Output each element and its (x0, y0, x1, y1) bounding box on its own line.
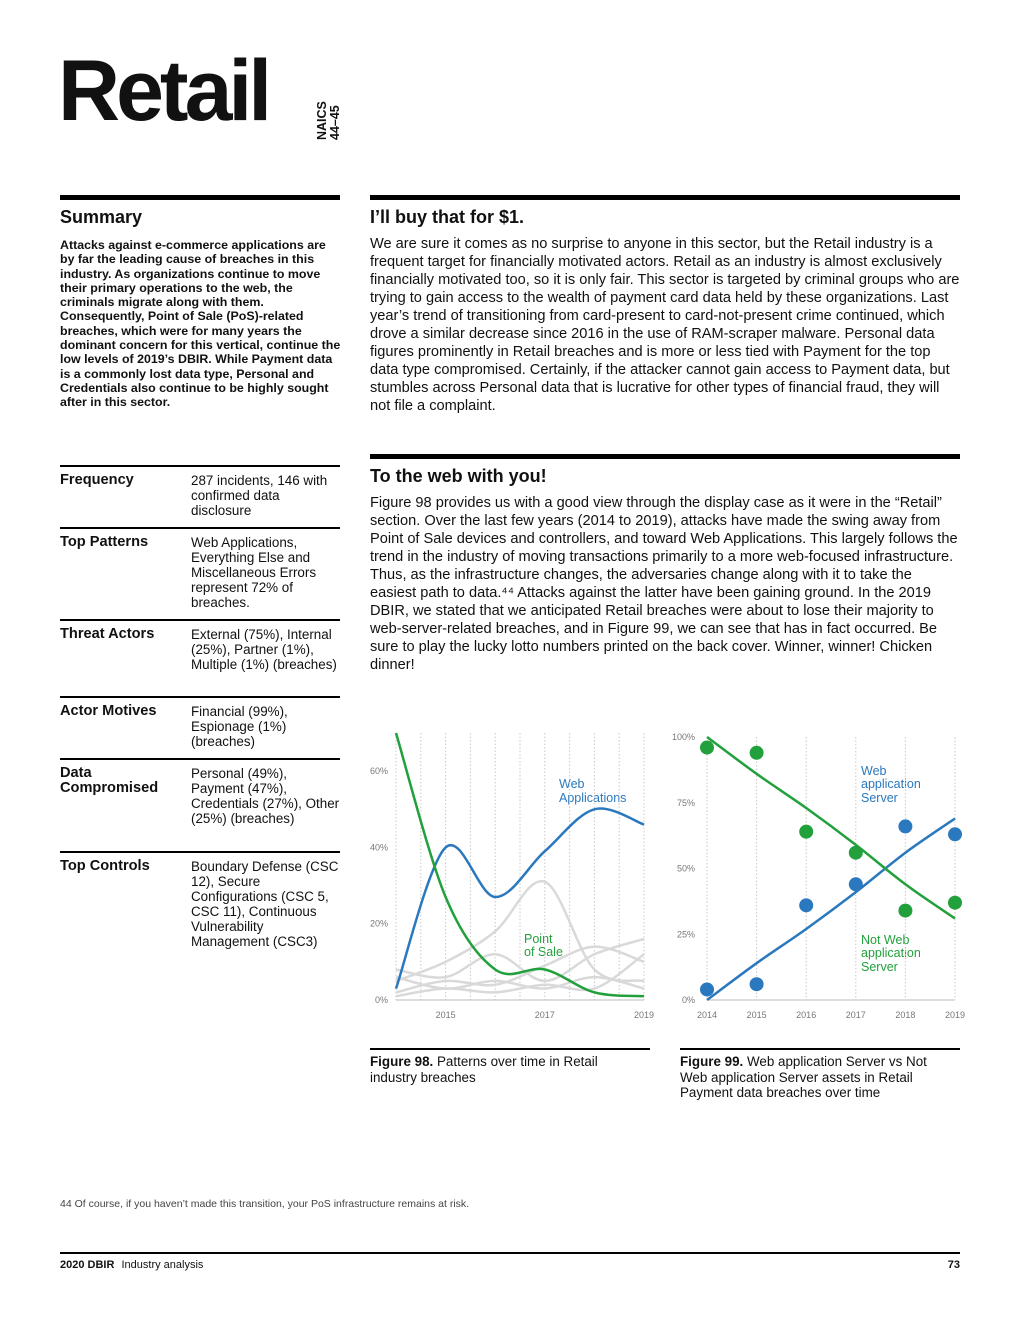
summary-heading: Summary (60, 207, 143, 227)
fact-value: Financial (99%), Espionage (1%) (breaches) (191, 704, 288, 749)
footer-rule (60, 1252, 960, 1254)
figure99-chart (665, 725, 965, 1030)
fig99-label-web-line3: Server (861, 791, 898, 805)
data-point (799, 825, 813, 839)
section1-rule (370, 195, 960, 200)
fact-row (60, 465, 340, 527)
section2-rule (370, 454, 960, 459)
fact-row (60, 758, 340, 850)
fact-key: Actor Motives (60, 703, 157, 719)
naics-label: NAICS (315, 101, 329, 140)
x-tick-label: 2017 (534, 1010, 555, 1020)
fact-key: Data Compromised (60, 765, 159, 796)
trend-line (707, 737, 955, 918)
page-title: Retail (58, 43, 269, 139)
section2-text: Figure 98 provides us with a good view through the display case as it were in the “Retail” section. Over the last few years (2014 to 2019), attacks have made the swing away from Point of Sale devices and controllers, and toward Web Applications. This largely follows the trend in the industry of moving transactions primarily to a more web-focused infrastructure. Thus, as the infrastructure changes, the adversaries change along with it to take the easiest path to data.⁴⁴ Attacks against the latter have been gaining ground. In the 2019 DBIR, we stated that we anticipated Retail breaches were about to lose their majority to web-server-related breaches, and in Figure 99, we can see that has in fact occurred. Be sure to play the lucky lotto numbers printed on the back cover. Winner, winner! Chicken dinner! (370, 495, 958, 673)
fact-row (60, 851, 340, 963)
data-point (948, 896, 962, 910)
figure98-chart (360, 725, 660, 1030)
x-tick-label: 2016 (796, 1010, 817, 1020)
fact-key: Frequency (60, 472, 134, 488)
data-point (750, 977, 764, 991)
series-line-other (396, 881, 644, 981)
fig99-label-not-line3: Server (861, 960, 898, 974)
y-tick-label: 40% (369, 842, 388, 853)
fig99-label-not-line2: application (861, 946, 921, 960)
data-point (799, 898, 813, 912)
footnote: 44 Of course, if you haven’t made this transition, your PoS infrastructure remains at risk. (60, 1198, 470, 1210)
naics-number: 44–45 (328, 105, 342, 140)
y-tick-label: 20% (369, 918, 388, 929)
y-tick-label: 0% (374, 995, 388, 1005)
fact-key: Top Patterns (60, 534, 149, 550)
x-tick-label: 2019 (944, 1010, 965, 1020)
summary-rule (60, 195, 340, 200)
data-point (700, 741, 714, 755)
facts-table (60, 465, 340, 985)
x-tick-label: 2015 (746, 1010, 767, 1020)
y-tick-label: 0% (681, 995, 695, 1005)
fact-key: Top Controls (60, 858, 150, 874)
data-point (898, 819, 912, 833)
naics-code (316, 80, 340, 140)
y-tick-label: 50% (676, 863, 695, 874)
y-tick-label: 25% (676, 929, 695, 940)
fig98-label-pos-line1: Point (524, 932, 553, 946)
summary-text: Attacks against e-commerce applications are by far the leading cause of breaches in this industry. As organizations continue to move their primary operations to the web, the criminals migrate along with them. Consequently, Point of Sale (PoS)-related breaches, which were for many years the dominant concern for this vertical, continue the low levels of 2019’s DBIR. While Payment data is a commonly lost data type, Personal and Credentials also continue to be highly sought after in this sector. (60, 238, 341, 410)
figure98-caption-text: Patterns over time in Retail industry breaches (370, 1054, 598, 1085)
fig98-caption-rule (370, 1048, 650, 1050)
fact-row (60, 696, 340, 758)
fig99-label-web-line2: application (861, 777, 921, 791)
fact-row (60, 619, 340, 696)
figure98-caption-label: Figure 98. (370, 1054, 434, 1069)
fact-row (60, 527, 340, 619)
x-tick-label: 2015 (435, 1010, 456, 1020)
fact-value: External (75%), Internal (25%), Partner (1%), Multiple (1%) (breaches) (191, 627, 337, 672)
fig99-caption-rule (680, 1048, 960, 1050)
data-point (700, 982, 714, 996)
figure99-caption-label: Figure 99. (680, 1054, 744, 1069)
footer-doc: 2020 DBIR (60, 1259, 115, 1271)
fact-value: Personal (49%), Payment (47%), Credentials (27%), Other (25%) (breaches) (191, 766, 340, 826)
fig98-label-web-line2: Applications (559, 791, 627, 805)
y-tick-label: 60% (369, 766, 388, 777)
fig98-label-pos-line2: of Sale (524, 945, 563, 959)
footer-left (60, 1259, 203, 1271)
data-point (849, 877, 863, 891)
figure99-caption (680, 1054, 955, 1101)
trend-line (707, 819, 955, 1000)
fact-value: 287 incidents, 146 with confirmed data disclosure (191, 473, 328, 518)
x-tick-label: 2017 (845, 1010, 866, 1020)
fig99-label-not-line1: Not Web (861, 933, 910, 947)
section1-text: We are sure it comes as no surprise to anyone in this sector, but the Retail industry is a frequent target for financially motivated actors. Retail as an industry is almost exclusively financially motivated too, so it is only fair. This sector is targeted by criminal groups who are trying to gain access to the wealth of payment card data held by these organizations. Last year’s trend of transitioning from card-present to card-not-present crime continued, which drove a similar decrease since 2016 in the use of RAM-scraper malware. Personal data figures prominently in Retail breaches and is more or less tied with Payment for the top data type compromised. Certainly, if the attacker cannot gain access to Payment data, but stumbles across Personal data that is lucrative for other types of financial fraud, they will not file a complaint. (370, 236, 960, 414)
fig99-label-web-line1: Web (861, 764, 887, 778)
data-point (948, 827, 962, 841)
y-tick-label: 100% (671, 732, 695, 742)
y-tick-label: 75% (676, 797, 695, 808)
fact-value: Boundary Defense (CSC 12), Secure Configurations (CSC 5, CSC 11), Continuous Vulnerability Management (CSC3) (191, 859, 339, 949)
figure98-caption (370, 1054, 640, 1085)
fact-value: Web Applications, Everything Else and Miscellaneous Errors represent 72% of breaches. (191, 535, 317, 610)
data-point (898, 904, 912, 918)
footer-section: Industry analysis (121, 1259, 204, 1271)
section2-heading: To the web with you! (370, 466, 547, 486)
section1-heading: I’ll buy that for $1. (370, 207, 525, 227)
fact-key: Threat Actors (60, 626, 155, 642)
data-point (849, 846, 863, 860)
figure99-caption-text: Web application Server vs Not Web application Server assets in Retail Payment data breaches over time (680, 1054, 927, 1100)
x-tick-label: 2019 (633, 1010, 655, 1020)
x-tick-label: 2018 (895, 1010, 916, 1020)
data-point (750, 746, 764, 760)
x-tick-label: 2014 (696, 1010, 718, 1020)
fig98-label-web-line1: Web (559, 777, 585, 791)
page-number: 73 (947, 1259, 960, 1271)
